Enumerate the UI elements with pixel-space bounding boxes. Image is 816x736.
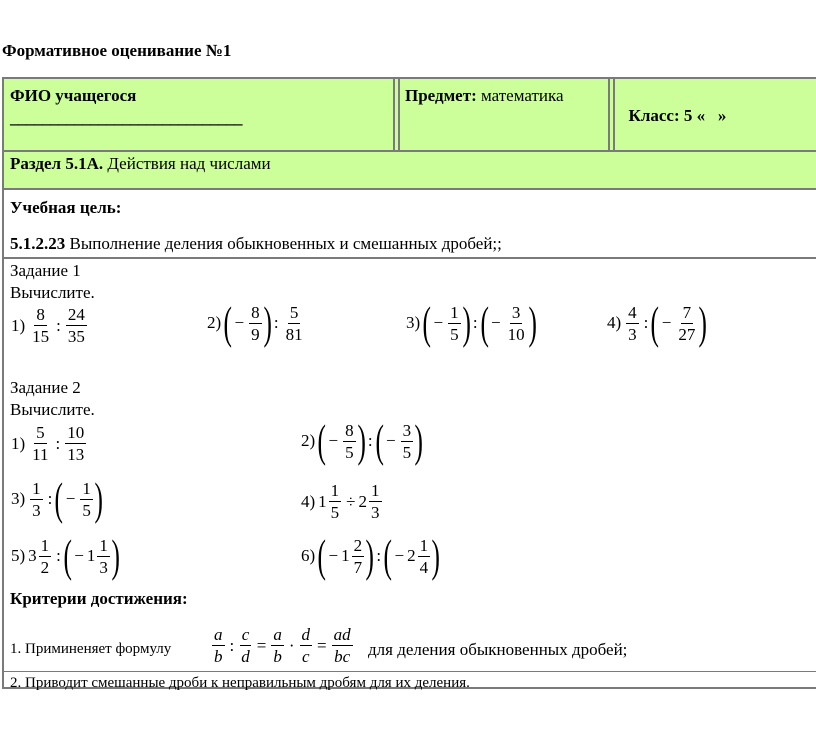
item-number: 3) — [406, 313, 421, 332]
goal-field — [10, 234, 502, 254]
student-name-label: ФИО учащегося — [10, 86, 137, 105]
row-divider — [2, 671, 816, 672]
formula-b: b — [214, 647, 223, 666]
task2-item-6: 6)( − 1 $\frac{2}{7}$ ) :( − 2 $\frac{1}{4}$ ) — [301, 530, 440, 581]
denominator: 5 — [450, 324, 459, 344]
denominator: 35 — [67, 327, 85, 346]
subject-value: математика — [476, 86, 564, 105]
numerator: 5 — [36, 423, 45, 442]
whole-part: 1 — [341, 546, 350, 565]
whole-part: 1 — [318, 491, 327, 511]
numerator: 1 — [32, 478, 41, 498]
goal-label: Учебная цель: — [10, 198, 122, 217]
formula-a: a — [273, 625, 282, 644]
task2-title: Задание 2 — [10, 378, 81, 397]
denominator: 3 — [371, 503, 380, 522]
formula-d: d — [241, 647, 250, 666]
denominator: 81 — [285, 324, 303, 344]
col-divider — [608, 77, 610, 152]
col-divider — [393, 77, 395, 152]
task1-item-4: 4) $\frac{4}{3}$ :( − $\frac{7}{27}$ ) — [607, 297, 708, 348]
subject-label: Предмет: — [405, 86, 477, 105]
row-divider — [2, 188, 816, 190]
denominator: 5 — [330, 503, 340, 522]
formula-ad: ad — [333, 625, 351, 644]
task1-title: Задание 1 — [10, 261, 81, 280]
criterion-2: 2. Приводит смешанные дроби к неправильным дробям для их деления. — [10, 675, 470, 691]
task2-instruction: Вычислите. — [10, 400, 95, 419]
numerator: 1 — [82, 478, 91, 498]
subject-field — [405, 86, 564, 106]
numerator: 8 — [251, 302, 260, 322]
class-label: Класс: 5 — [628, 106, 693, 125]
whole-part: 1 — [86, 546, 96, 565]
numerator: 1 — [450, 302, 459, 322]
numerator: 3 — [511, 302, 521, 322]
section-value: Действия над числами — [103, 154, 271, 173]
criterion-1-suffix: для деления обыкновенных дробей; — [368, 640, 628, 659]
page-title: Формативное оценивание №1 — [2, 41, 232, 60]
division-formula: $\frac{a}{b}$ : $\frac{c}{d}$ = $\frac{a}{b}$ · $\frac{d}{c}$ = $\frac{ad}{bc}$ — [214, 625, 351, 666]
numerator: 1 — [99, 535, 108, 555]
item-number: 3) — [11, 489, 26, 508]
denominator: 3 — [99, 557, 108, 577]
numerator: 7 — [682, 302, 692, 322]
denominator: 5 — [402, 442, 412, 462]
denominator: 9 — [251, 324, 260, 344]
task1-item-2: 2)( − $\frac{8}{9}$ ) : $\frac{5}{81}$ — [207, 297, 303, 348]
denominator: 10 — [507, 324, 525, 344]
numerator: 1 — [371, 481, 380, 500]
numerator: 1 — [40, 535, 50, 555]
section-label: Раздел 5.1А. — [10, 154, 104, 173]
numerator: 3 — [402, 420, 412, 440]
task1-instruction: Вычислите. — [10, 283, 95, 302]
denominator: 7 — [353, 557, 363, 577]
row-divider — [2, 257, 816, 259]
item-number: 1) — [11, 433, 26, 453]
goal-text: Выполнение деления обыкновенных и смешанных дробей;; — [65, 234, 502, 253]
denominator: 5 — [345, 442, 354, 462]
col-divider — [613, 77, 615, 152]
criterion-1-prefix: 1. Приминеняет формулу — [10, 641, 172, 657]
task2-item-3: 3) $\frac{1}{3}$ :( − $\frac{1}{5}$ ) — [11, 473, 103, 524]
col-divider — [398, 77, 400, 152]
whole-part: 3 — [28, 546, 37, 565]
item-number: 6) — [301, 546, 316, 565]
item-number: 5) — [11, 546, 26, 565]
goal-code: 5.1.2.23 — [10, 234, 66, 253]
denominator: 3 — [32, 500, 41, 520]
numerator: 4 — [628, 302, 637, 322]
denominator: 11 — [32, 445, 49, 464]
denominator: 5 — [82, 500, 91, 520]
formula-c: c — [241, 625, 250, 644]
task2-item-4: 4) 1 $\frac{1}{5}$ ÷ 2 $\frac{1}{3}$ — [301, 481, 380, 522]
formula-d: d — [301, 625, 310, 644]
denominator: 27 — [678, 324, 696, 344]
row-divider — [2, 150, 816, 152]
student-name-line: _____________________________ — [10, 108, 242, 127]
item-number: 1) — [11, 315, 26, 335]
task2-item-1: 1) $\frac{5}{11}$ : $\frac{10}{13}$ — [11, 423, 85, 464]
whole-part: 2 — [358, 491, 368, 511]
item-number: 2) — [301, 431, 316, 450]
numerator: 10 — [67, 423, 85, 442]
task1-item-3: 3)( − $\frac{1}{5}$ ) :( − $\frac{3}{10}$ ) — [406, 297, 537, 348]
numerator: 5 — [289, 302, 299, 322]
item-number: 4) — [301, 491, 316, 511]
item-number: 2) — [207, 313, 222, 332]
criteria-label: Критерии достижения: — [10, 589, 188, 608]
task2-item-5: 5) 3 $\frac{1}{2}$ :( − 1 $\frac{1}{3}$ ) — [11, 530, 120, 581]
class-field — [620, 86, 726, 126]
numerator: 2 — [353, 535, 363, 555]
formula-c: c — [301, 647, 310, 666]
denominator: 4 — [419, 557, 429, 577]
numerator: 24 — [67, 305, 85, 324]
item-number: 4) — [607, 313, 622, 332]
denominator: 3 — [628, 324, 637, 344]
numerator: 8 — [345, 420, 354, 440]
formula-a: a — [214, 625, 223, 644]
denominator: 15 — [32, 327, 50, 346]
class-quotes: « » — [692, 106, 727, 125]
formula-b: b — [273, 647, 282, 666]
numerator: 8 — [36, 305, 45, 324]
numerator: 1 — [419, 535, 429, 555]
denominator: 13 — [67, 445, 85, 464]
denominator: 2 — [40, 557, 50, 577]
whole-part: 2 — [407, 546, 416, 565]
formula-bc: bc — [334, 647, 351, 666]
task2-item-2: 2)( − $\frac{8}{5}$ ) :( − $\frac{3}{5}$ ) — [301, 415, 423, 466]
numerator: 1 — [330, 481, 340, 500]
task1-item-1: 1) $\frac{8}{15}$ : $\frac{24}{35}$ — [11, 305, 85, 346]
section-field — [10, 154, 271, 174]
